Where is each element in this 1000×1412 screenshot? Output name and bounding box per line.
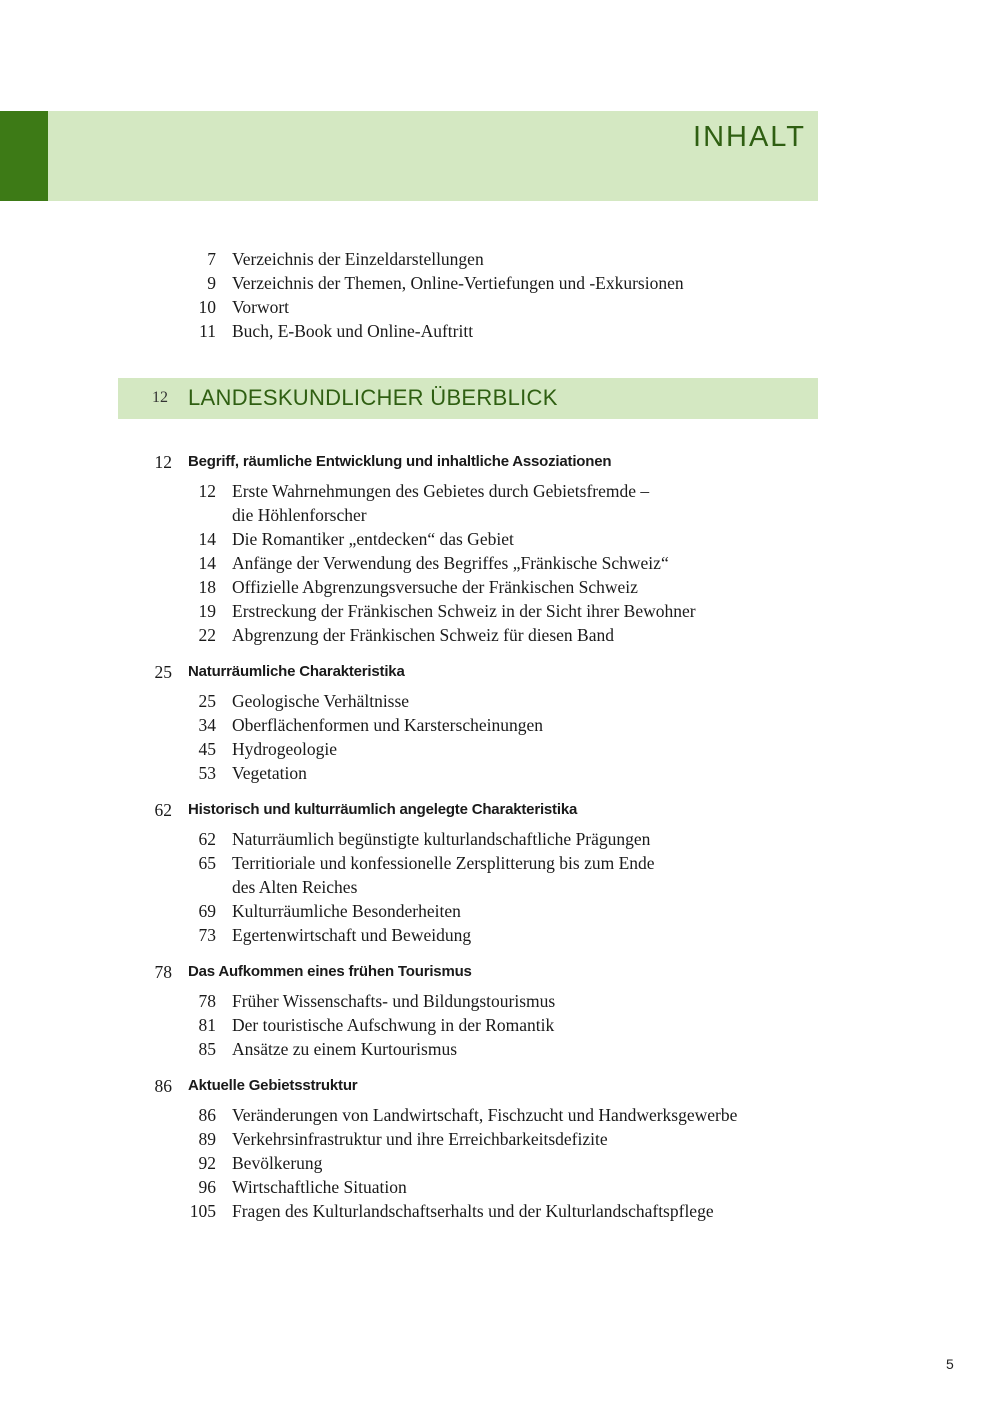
toc-group	[0, 797, 1000, 947]
toc-entry-page: 12	[198, 481, 216, 501]
toc-group-page: 12	[154, 452, 172, 472]
toc-entry-text: Ansätze zu einem Kurtourismus	[232, 1039, 458, 1059]
toc-group-heading[interactable]	[0, 449, 1000, 475]
toc-entry-page: 14	[198, 529, 216, 549]
toc-group-page: 62	[154, 800, 172, 820]
toc-group-title: Historisch und kulturräumlich angelegte Charakteristika	[188, 801, 578, 818]
toc-entry[interactable]	[0, 989, 1000, 1013]
toc-entry-page: 92	[198, 1153, 216, 1173]
page-title: INHALT	[693, 121, 806, 153]
toc-entry-page: 18	[198, 577, 216, 597]
toc-group	[0, 449, 1000, 647]
toc-entry[interactable]	[0, 479, 1000, 503]
toc-entry[interactable]	[0, 875, 1000, 899]
toc-entry-text: Abgrenzung der Fränkischen Schweiz für diesen Band	[232, 625, 614, 645]
toc-entry-text: Vorwort	[232, 297, 290, 317]
toc-entry-page: 69	[198, 901, 216, 921]
toc-groups	[0, 449, 1000, 1235]
toc-group-items	[0, 475, 1000, 647]
toc-entry[interactable]	[0, 1127, 1000, 1151]
toc-entry-text: die Höhlenforscher	[232, 505, 367, 525]
toc-entry-text: Verkehrsinfrastruktur und ihre Erreichbarkeitsdefizite	[232, 1129, 608, 1149]
chapter-header	[0, 111, 818, 201]
toc-entry-text: Egertenwirtschaft und Beweidung	[232, 925, 472, 945]
toc-entry[interactable]	[0, 1151, 1000, 1175]
toc-entry[interactable]	[0, 599, 1000, 623]
toc-entry-text: Die Romantiker „entdecken“ das Gebiet	[232, 529, 514, 549]
toc-entry[interactable]	[0, 851, 1000, 875]
toc-group-items	[0, 685, 1000, 785]
toc-entry-page: 81	[198, 1015, 216, 1035]
toc-entry-page: 78	[198, 991, 216, 1011]
toc-entry-page: 45	[198, 739, 216, 759]
toc-group-heading[interactable]	[0, 1073, 1000, 1099]
toc-entry-page: 85	[198, 1039, 216, 1059]
toc-entry-page: 53	[198, 763, 216, 783]
toc-entry-page: 65	[198, 853, 216, 873]
toc-entry[interactable]	[0, 1103, 1000, 1127]
toc-entry[interactable]	[0, 551, 1000, 575]
intro-entries	[0, 247, 1000, 343]
page-number: 5	[946, 1356, 954, 1372]
toc-entry-text: Bevölkerung	[232, 1153, 323, 1173]
toc-entry-page: 19	[198, 601, 216, 621]
section-page-number: 12	[152, 389, 168, 406]
toc-entry[interactable]	[0, 1013, 1000, 1037]
toc-entry-text: Verzeichnis der Einzeldarstellungen	[232, 249, 484, 269]
toc-entry-page: 22	[198, 625, 216, 645]
toc-group-page: 25	[154, 662, 172, 682]
toc-entry-text: Verzeichnis der Themen, Online-Vertiefungen und -Exkursionen	[232, 273, 684, 293]
toc-entry-text: des Alten Reiches	[232, 877, 358, 897]
toc-entry[interactable]	[0, 295, 1000, 319]
toc-group-page: 78	[154, 962, 172, 982]
toc-group-heading[interactable]	[0, 797, 1000, 823]
toc-entry-page: 9	[207, 273, 216, 293]
toc-entry[interactable]	[0, 503, 1000, 527]
toc-entry[interactable]	[0, 247, 1000, 271]
toc-entry-page: 89	[198, 1129, 216, 1149]
toc-group-items	[0, 1099, 1000, 1223]
toc-entry[interactable]	[0, 575, 1000, 599]
toc-entry[interactable]	[0, 623, 1000, 647]
section-title: LANDESKUNDLICHER ÜBERBLICK	[188, 385, 558, 410]
toc-entry-page: 105	[189, 1201, 216, 1221]
toc-entry-text: Anfänge der Verwendung des Begriffes „Fränkische Schweiz“	[232, 553, 669, 573]
toc-group-title: Naturräumliche Charakteristika	[188, 663, 405, 680]
toc-entry-text: Erste Wahrnehmungen des Gebietes durch Gebietsfremde –	[232, 481, 650, 501]
section-header	[118, 378, 818, 419]
toc-entry[interactable]	[0, 923, 1000, 947]
toc-group-items	[0, 985, 1000, 1061]
toc-entry-text: Vegetation	[232, 763, 307, 783]
toc-entry-text: Oberflächenformen und Karsterscheinungen	[232, 715, 543, 735]
toc-entry-text: Der touristische Aufschwung in der Romantik	[232, 1015, 555, 1035]
toc-entry-page: 86	[198, 1105, 216, 1125]
toc-group-page: 86	[154, 1076, 172, 1096]
toc-group-heading[interactable]	[0, 959, 1000, 985]
toc-entry[interactable]	[0, 1037, 1000, 1061]
toc-entry[interactable]	[0, 271, 1000, 295]
toc-group-title: Begriff, räumliche Entwicklung und inhaltliche Assoziationen	[188, 453, 612, 470]
toc-entry-text: Kulturräumliche Besonderheiten	[232, 901, 461, 921]
toc-entry-text: Fragen des Kulturlandschaftserhalts und der Kulturlandschaftspflege	[232, 1201, 714, 1221]
toc-entry-text: Geologische Verhältnisse	[232, 691, 410, 711]
toc-entry[interactable]	[0, 713, 1000, 737]
toc-entry-text: Buch, E-Book und Online-Auftritt	[232, 321, 474, 341]
toc-entry-text: Wirtschaftliche Situation	[232, 1177, 407, 1197]
toc-entry[interactable]	[0, 827, 1000, 851]
toc-group	[0, 959, 1000, 1061]
toc-group-items	[0, 823, 1000, 947]
toc-entry-text: Veränderungen von Landwirtschaft, Fischzucht und Handwerksgewerbe	[232, 1105, 738, 1125]
toc-entry[interactable]	[0, 761, 1000, 785]
toc-entry[interactable]	[0, 319, 1000, 343]
toc-entry-text: Naturräumlich begünstigte kulturlandschaftliche Prägungen	[232, 829, 651, 849]
toc-group-title: Das Aufkommen eines frühen Tourismus	[188, 963, 472, 980]
toc-entry-text: Territioriale und konfessionelle Zersplitterung bis zum Ende	[232, 853, 655, 873]
toc-entry-page: 7	[207, 249, 216, 269]
toc-entry[interactable]	[0, 1175, 1000, 1199]
toc-entry[interactable]	[0, 1199, 1000, 1223]
toc-entry[interactable]	[0, 527, 1000, 551]
toc-entry-text: Früher Wissenschafts- und Bildungstourismus	[232, 991, 556, 1011]
toc-entry[interactable]	[0, 737, 1000, 761]
toc-group-heading[interactable]	[0, 659, 1000, 685]
toc-group	[0, 659, 1000, 785]
toc-entry[interactable]	[0, 899, 1000, 923]
toc-entry[interactable]	[0, 689, 1000, 713]
toc-entry-page: 11	[199, 321, 216, 341]
toc-entry-page: 14	[198, 553, 216, 573]
header-accent-bar	[0, 111, 48, 201]
toc-entry-page: 25	[198, 691, 216, 711]
toc-entry-page: 34	[198, 715, 216, 735]
toc-group	[0, 1073, 1000, 1223]
toc-entry-text: Hydrogeologie	[232, 739, 337, 759]
toc-entry-text: Erstreckung der Fränkischen Schweiz in der Sicht ihrer Bewohner	[232, 601, 696, 621]
toc-entry-page: 62	[198, 829, 216, 849]
toc-entry-page: 96	[198, 1177, 216, 1197]
toc-group-title: Aktuelle Gebietsstruktur	[188, 1077, 358, 1094]
toc-entry-text: Offizielle Abgrenzungsversuche der Fränkischen Schweiz	[232, 577, 638, 597]
toc-entry-page: 73	[198, 925, 216, 945]
toc-entry-page: 10	[198, 297, 216, 317]
